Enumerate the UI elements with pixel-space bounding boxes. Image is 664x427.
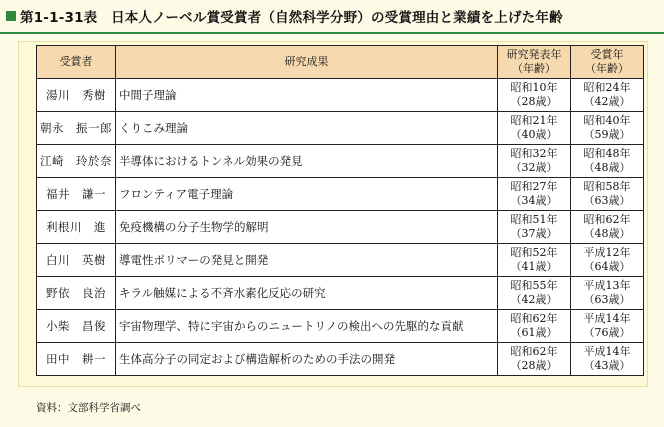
award-year: 昭和24年 [583, 81, 631, 94]
publication-year: 昭和10年 [510, 81, 558, 94]
award-age: （42歳） [583, 95, 631, 108]
page-title: 第1-1-31表 日本人ノーベル賞受賞者（自然科学分野）の受賞理由と業績を上げた年齢 [20, 10, 563, 26]
publication-year-cell [498, 178, 571, 211]
research-achievement: 宇宙物理学、特に宇宙からのニュートリノの検出への先駆的な貢献 [116, 310, 498, 343]
award-age: （64歳） [583, 260, 631, 273]
publication-year-cell [498, 145, 571, 178]
research-achievement: キラル触媒による不斉水素化反応の研究 [116, 277, 498, 310]
award-age: （48歳） [583, 161, 631, 174]
award-age: （63歳） [583, 194, 631, 207]
header-publication-line1: 研究発表年 [506, 48, 562, 61]
publication-age: （28歳） [510, 95, 558, 108]
title-square-icon [6, 11, 16, 21]
laureate-name: 田中 耕一 [37, 343, 116, 376]
publication-year-cell [498, 112, 571, 145]
publication-year: 昭和52年 [510, 246, 558, 259]
table-row [37, 310, 644, 343]
header-laureate: 受賞者 [37, 46, 116, 79]
research-achievement: 中間子理論 [116, 79, 498, 112]
table-row [37, 343, 644, 376]
publication-year: 昭和51年 [510, 213, 558, 226]
laureate-name: 湯川 秀樹 [37, 79, 116, 112]
table-row [37, 112, 644, 145]
publication-year-cell [498, 211, 571, 244]
publication-age: （42歳） [510, 293, 558, 306]
publication-age: （32歳） [510, 161, 558, 174]
award-year: 昭和40年 [583, 114, 631, 127]
source-note: 資料：文部科学省調べ [36, 402, 141, 414]
award-age: （59歳） [583, 128, 631, 141]
header-award-line2: （年齢） [585, 62, 629, 75]
publication-year-cell [498, 79, 571, 112]
publication-age: （28歳） [510, 359, 558, 372]
laureate-name: 利根川 進 [37, 211, 116, 244]
publication-year-cell [498, 277, 571, 310]
laureates-table [36, 45, 644, 376]
research-achievement: 導電性ポリマーの発見と開発 [116, 244, 498, 277]
award-year-cell [571, 343, 644, 376]
publication-age: （61歳） [510, 326, 558, 339]
award-age: （43歳） [583, 359, 631, 372]
table-header-row [37, 46, 644, 79]
laureate-name: 野依 良治 [37, 277, 116, 310]
header-award-year [571, 46, 644, 79]
title-bar [0, 0, 664, 34]
publication-age: （40歳） [510, 128, 558, 141]
table-row [37, 145, 644, 178]
table-row [37, 211, 644, 244]
laureate-name: 白川 英樹 [37, 244, 116, 277]
laureate-name: 福井 謙一 [37, 178, 116, 211]
award-year: 昭和62年 [583, 213, 631, 226]
award-year-cell [571, 244, 644, 277]
award-year-cell [571, 145, 644, 178]
header-publication-line2: （年齢） [512, 62, 556, 75]
publication-year: 昭和21年 [510, 114, 558, 127]
laureate-name: 小柴 昌俊 [37, 310, 116, 343]
publication-year-cell [498, 343, 571, 376]
award-year-cell [571, 178, 644, 211]
award-year: 平成14年 [583, 312, 631, 325]
award-year: 平成12年 [583, 246, 631, 259]
publication-year-cell [498, 310, 571, 343]
publication-year-cell [498, 244, 571, 277]
publication-year: 昭和55年 [510, 279, 558, 292]
award-age: （63歳） [583, 293, 631, 306]
laureate-name: 江崎 玲於奈 [37, 145, 116, 178]
award-year-cell [571, 277, 644, 310]
award-year: 平成14年 [583, 345, 631, 358]
header-work: 研究成果 [116, 46, 498, 79]
table-row [37, 244, 644, 277]
header-publication-year [498, 46, 571, 79]
award-year: 平成13年 [583, 279, 631, 292]
award-age: （76歳） [583, 326, 631, 339]
research-achievement: くりこみ理論 [116, 112, 498, 145]
table-row [37, 178, 644, 211]
award-year: 昭和58年 [583, 180, 631, 193]
table-row [37, 79, 644, 112]
table-row [37, 277, 644, 310]
publication-age: （37歳） [510, 227, 558, 240]
laureate-name: 朝永 振一郎 [37, 112, 116, 145]
publication-year: 昭和27年 [510, 180, 558, 193]
award-year-cell [571, 112, 644, 145]
publication-age: （41歳） [510, 260, 558, 273]
research-achievement: フロンティア電子理論 [116, 178, 498, 211]
award-year-cell [571, 79, 644, 112]
header-award-line1: 受賞年 [590, 48, 624, 61]
publication-year: 昭和62年 [510, 312, 558, 325]
research-achievement: 半導体におけるトンネル効果の発見 [116, 145, 498, 178]
publication-year: 昭和62年 [510, 345, 558, 358]
publication-year: 昭和32年 [510, 147, 558, 160]
publication-age: （34歳） [510, 194, 558, 207]
research-achievement: 免疫機構の分子生物学的解明 [116, 211, 498, 244]
award-age: （48歳） [583, 227, 631, 240]
research-achievement: 生体高分子の同定および構造解析のための手法の開発 [116, 343, 498, 376]
award-year-cell [571, 211, 644, 244]
award-year: 昭和48年 [583, 147, 631, 160]
award-year-cell [571, 310, 644, 343]
